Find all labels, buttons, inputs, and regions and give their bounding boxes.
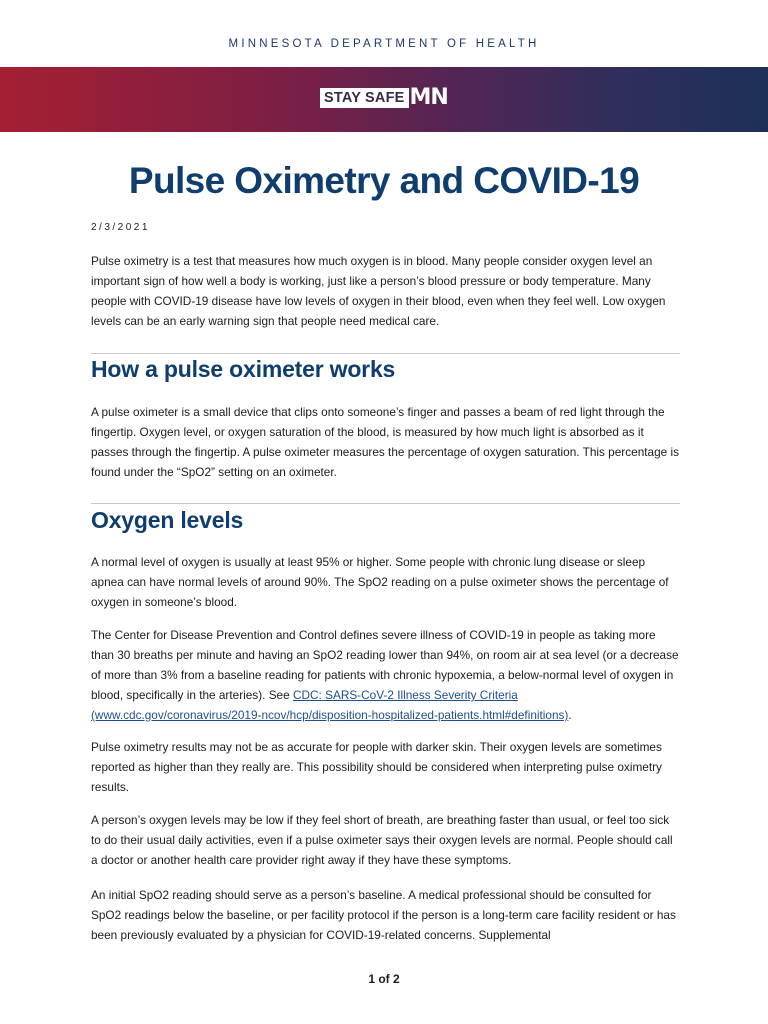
section-divider — [91, 353, 680, 354]
oxygen-levels-paragraph-5: An initial SpO2 reading should serve as a person’s baseline. A medical professional should be consulted for SpO2 readings below the baseline, or per facility protocol if the person is a long-term care facility resident or has been previously evaluated by a physician for COVID-19-related concerns. Supplemental — [91, 888, 676, 942]
intro-paragraph: Pulse oximetry is a test that measures how much oxygen is in blood. Many people consider oxygen level an important sign of how well a body is working, just like a person’s blood pressure or body temperature. Many people with COVID-19 disease have low levels of oxygen in their blood, even when they feel well. Low oxygen levels can be an early warning sign that people need medical care. — [91, 254, 666, 328]
section-heading-oxygen-levels: Oxygen levels — [91, 507, 244, 533]
section-heading-how-it-works: How a pulse oximeter works — [91, 356, 396, 382]
oxygen-levels-paragraph-2 — [91, 625, 681, 725]
severity-text-end: . — [568, 708, 572, 722]
section-divider — [91, 503, 680, 504]
oxygen-levels-paragraph-1: A normal level of oxygen is usually at least 95% or higher. Some people with chronic lung disease or sleep apnea can have normal levels of around 90%. The SpO2 reading on a pulse oximeter shows the percentage of oxygen in someone’s blood. — [91, 555, 669, 609]
severity-text: The Center for Disease Prevention and Control defines severe illness of COVID-19 in people as taking more than 30 breaths per minute and having an SpO2 reading lower than 94%, on room air at sea level (or a decrease of more than 3% from a baseline reading for patients with chronic hypoxemia, a below-normal level of oxygen in blood, specifically in the arteries). See — [91, 628, 679, 702]
how-it-works-paragraph: A pulse oximeter is a small device that clips onto someone’s finger and passes a beam of red light through the fingertip. Oxygen level, or oxygen saturation of the blood, is measured by how much light is absorbed as it passes through the fingertip. A pulse oximeter measures the percentage of oxygen saturation. This percentage is found under the “SpO2” setting on an oximeter. — [91, 405, 680, 479]
page-title: Pulse Oximetry and COVID-19 — [128, 160, 640, 201]
cdc-severity-criteria-link[interactable]: CDC: SARS-CoV-2 Illness Severity Criteria (www.cdc.gov/coronavirus/2019-ncov/hcp/disposition-hospitalized-patients.html#definitions) — [91, 688, 569, 722]
oxygen-levels-paragraph-3: Pulse oximetry results may not be as accurate for people with darker skin. Their oxygen levels are sometimes reported as higher than they really are. This possibility should be considered when interpreting pulse oximetry results. — [91, 740, 662, 794]
oxygen-levels-paragraph-4: A person’s oxygen levels may be low if they feel short of breath, are breathing faster than usual, or feel too sick to do their usual daily activities, even if a pulse oximeter says their oxygen levels are normal. People should call a doctor or another health care provider right away if they have these symptoms. — [91, 813, 673, 867]
logo-stay-safe-text: STAY SAFE — [320, 88, 409, 108]
publication-date: 2/3/2021 — [91, 222, 150, 233]
header-banner — [0, 67, 768, 132]
stay-safe-mn-logo — [320, 87, 448, 109]
logo-mn-text: MN — [409, 85, 448, 110]
department-header: MINNESOTA DEPARTMENT OF HEALTH — [228, 38, 540, 50]
page-number: 1 of 2 — [368, 972, 400, 986]
